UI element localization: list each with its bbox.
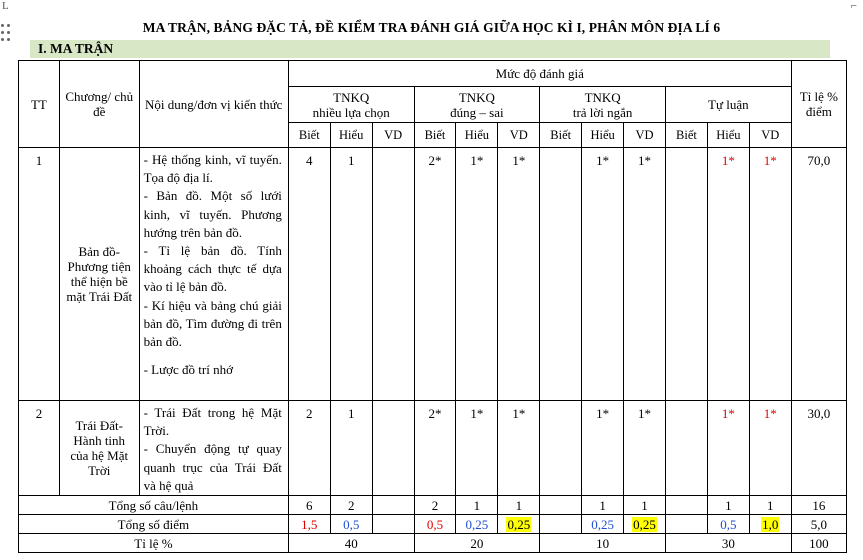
level-header: Biết (540, 123, 582, 148)
cell-value: 2* (414, 148, 456, 401)
row-number: 1 (19, 148, 60, 401)
level-header: VD (372, 123, 414, 148)
cell-value: 4 (288, 148, 330, 401)
cell-value: 1 (456, 496, 498, 515)
cell-value (540, 496, 582, 515)
cell-value: 1* (624, 148, 666, 401)
group-header-mcq: TNKQ nhiều lựa chọn (288, 87, 414, 123)
cell-value: 1* (582, 401, 624, 496)
cell-value (665, 496, 707, 515)
cell-value: 1* (456, 401, 498, 496)
header-level: Mức độ đánh giá (288, 61, 791, 87)
chapter-name: Bản đồ- Phương tiện thể hiện bề mặt Trái Đất (59, 148, 139, 401)
table-row (19, 148, 847, 401)
cell-value: 1* (624, 401, 666, 496)
level-header: Biết (414, 123, 456, 148)
cell-value: 0,25 (498, 515, 540, 534)
cell-value: 1* (749, 148, 791, 401)
cell-value (665, 515, 707, 534)
header-ratio: Tỉ lệ % điểm (791, 61, 846, 148)
level-header: Biết (665, 123, 707, 148)
cell-value: 1* (498, 148, 540, 401)
cell-value: 1 (749, 496, 791, 515)
cell-value: 0,25 (582, 515, 624, 534)
cell-value: 1,5 (288, 515, 330, 534)
percent-row (19, 534, 847, 553)
cell-value: 1 (330, 148, 372, 401)
percent-short-answer: 10 (540, 534, 666, 553)
cell-value (665, 401, 707, 496)
cell-value (372, 496, 414, 515)
cell-value (665, 148, 707, 401)
cell-value: 2 (288, 401, 330, 496)
row-ratio: 30,0 (791, 401, 846, 496)
percent-essay: 30 (665, 534, 791, 553)
group-header-true-false: TNKQ đúng – sai (414, 87, 540, 123)
header-chapter: Chương/ chủ đề (59, 61, 139, 148)
cell-value: 1 (707, 496, 749, 515)
row-number: 2 (19, 401, 60, 496)
cell-value: 1* (707, 148, 749, 401)
cell-value (372, 401, 414, 496)
total-questions-sum: 16 (791, 496, 846, 515)
cell-value: 1* (498, 401, 540, 496)
cell-value (540, 148, 582, 401)
percent-label: Tỉ lệ % (19, 534, 289, 553)
group-header-short-answer: TNKQ trả lời ngắn (540, 87, 666, 123)
assessment-matrix-table (18, 60, 847, 553)
cell-value: 1 (582, 496, 624, 515)
content-list: - Trái Đất trong hệ Mặt Trời. - Chuyển động tự quay quanh trục của Trái Đất và hệ quả (139, 401, 288, 496)
percent-total: 100 (791, 534, 846, 553)
cell-value: 1* (582, 148, 624, 401)
total-points-sum: 5,0 (791, 515, 846, 534)
level-header: VD (498, 123, 540, 148)
content-list: - Hệ thống kinh, vĩ tuyến. Tọa độ địa lí. - Bản đồ. Một số lưới kinh, vĩ tuyến. Phương hướng trên bản đồ. - Tỉ lệ bản đồ. Tính khoảng cách thực tế dựa vào tỉ lệ bản đồ. - Kí hiệu và bảng chú giải bản đồ, Tìm đường đi trên bản đồ. - Lược đồ trí nhớ (139, 148, 288, 401)
document-title: MA TRẬN, BẢNG ĐẶC TẢ, ĐỀ KIỂM TRA ĐÁNH GIÁ GIỮA HỌC KÌ I, PHÂN MÔN ĐỊA LÍ 6 (142, 20, 721, 35)
cell-value (540, 401, 582, 496)
cell-value: 2 (414, 496, 456, 515)
percent-true-false: 20 (414, 534, 540, 553)
level-header: VD (624, 123, 666, 148)
cell-value: 1* (749, 401, 791, 496)
level-header: VD (749, 123, 791, 148)
level-header: Hiểu (456, 123, 498, 148)
level-header: Hiểu (330, 123, 372, 148)
level-header: Hiểu (707, 123, 749, 148)
cell-value: 0,25 (456, 515, 498, 534)
total-questions-row (19, 496, 847, 515)
cell-value: 0,5 (707, 515, 749, 534)
cell-value: 6 (288, 496, 330, 515)
cell-value: 0,5 (330, 515, 372, 534)
cell-value (540, 515, 582, 534)
cell-value: 1 (498, 496, 540, 515)
chapter-name: Trái Đất- Hành tinh của hệ Mặt Trời (59, 401, 139, 496)
cell-value: 2 (330, 496, 372, 515)
cell-value: 1 (330, 401, 372, 496)
cell-value: 2* (414, 401, 456, 496)
cell-value: 1* (707, 401, 749, 496)
header-content: Nội dung/đơn vị kiến thức (139, 61, 288, 148)
section-heading: I. MA TRẬN (30, 40, 830, 58)
header-tt: TT (19, 61, 60, 148)
cell-value: 0,25 (624, 515, 666, 534)
row-ratio: 70,0 (791, 148, 846, 401)
cell-value: 1,0 (749, 515, 791, 534)
cell-value: 0,5 (414, 515, 456, 534)
level-header: Biết (288, 123, 330, 148)
level-header: Hiểu (582, 123, 624, 148)
cell-value: 1* (456, 148, 498, 401)
group-header-essay: Tự luận (665, 87, 791, 123)
corner-mark-top-right: ⌐ (850, 0, 857, 12)
cell-value (372, 148, 414, 401)
total-points-row (19, 515, 847, 534)
cell-value (372, 515, 414, 534)
total-questions-label: Tổng số câu/lệnh (19, 496, 289, 515)
table-row (19, 401, 847, 496)
percent-mcq: 40 (288, 534, 414, 553)
cell-value: 1 (624, 496, 666, 515)
corner-mark-top-left: L (2, 0, 9, 12)
total-points-label: Tổng số điểm (19, 515, 289, 534)
